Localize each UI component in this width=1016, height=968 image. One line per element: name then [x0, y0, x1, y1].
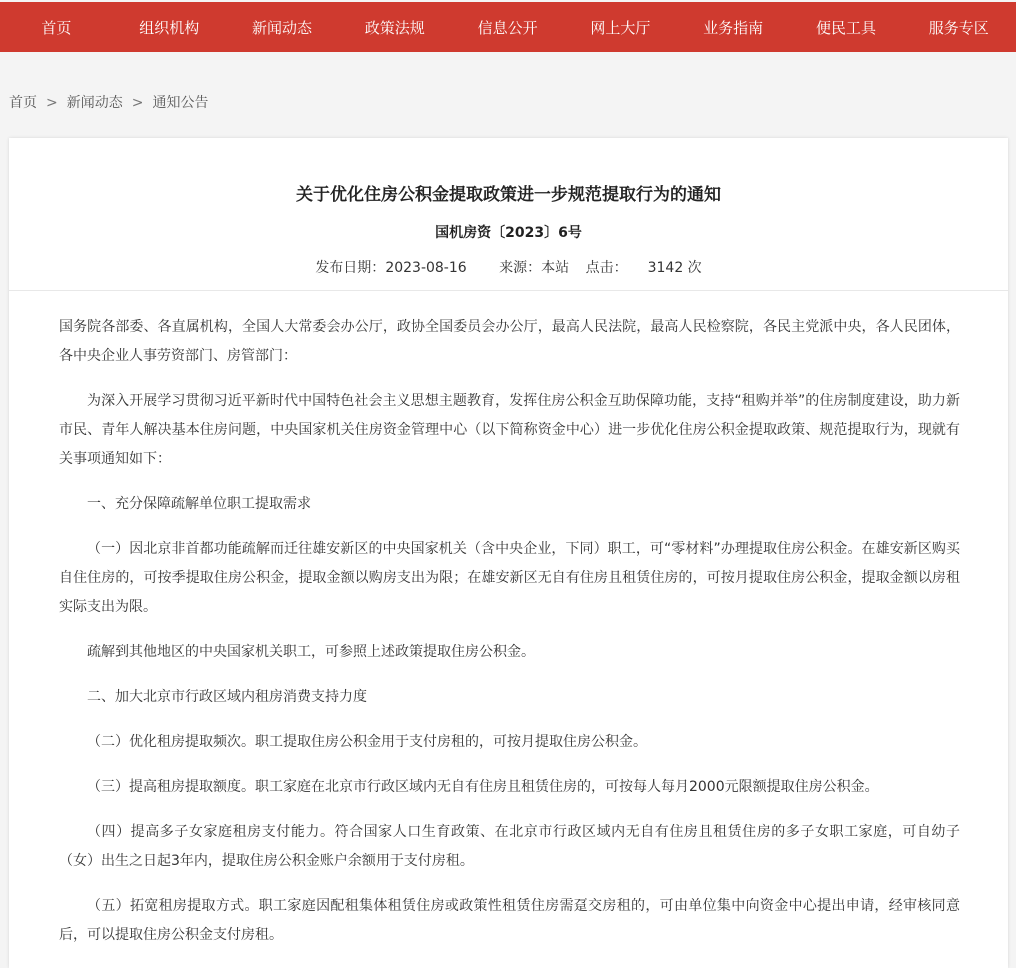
- breadcrumb-home[interactable]: 首页: [9, 95, 37, 111]
- salutation: 国务院各部委、各直属机构，全国人大常委会办公厅，政协全国委员会办公厅，最高人民法院，最高人民检察院，各民主党派中央，各人民团体，各中央企业人事劳资部门、房管部门：: [59, 319, 960, 364]
- article-meta: [9, 257, 1008, 277]
- nav-policies[interactable]: 政策法规: [364, 18, 425, 37]
- divider: [9, 290, 1008, 291]
- nav-tools[interactable]: 便民工具: [815, 18, 876, 37]
- paragraph: （五）拓宽租房提取方式。职工家庭因配租集体租赁住房或政策性租赁住房需趸交房租的，可由单位集中向资金中心提出申请，经审核同意后，可以提取住房公积金支付房租。: [59, 898, 960, 943]
- nav-info-disclosure[interactable]: 信息公开: [477, 18, 538, 37]
- article-title: 关于优化住房公积金提取政策进一步规范提取行为的通知: [296, 185, 721, 205]
- breadcrumb-notices[interactable]: 通知公告: [152, 95, 209, 111]
- section-heading: 一、充分保障疏解单位职工提取需求: [87, 496, 311, 512]
- date-label: 发布日期：: [315, 260, 386, 276]
- nav-home[interactable]: 首页: [41, 18, 72, 37]
- paragraph: （一）因北京非首都功能疏解而迁往雄安新区的中央国家机关（含中央企业，下同）职工，可“零材料”办理提取住房公积金。在雄安新区购买自住住房的，可按季提取住房公积金，提取金额以购房支出为限；在雄安新区无自有住房且租赁住房的，可按月提取住房公积金，提取金额以房租实际支出为限。: [59, 541, 960, 615]
- nav-news[interactable]: 新闻动态: [251, 18, 312, 37]
- breadcrumb-news[interactable]: 新闻动态: [66, 95, 123, 111]
- paragraph: （三）提高租房提取额度。职工家庭在北京市行政区域内无自有住房且租赁住房的，可按每人每月2000元限额提取住房公积金。: [87, 779, 879, 795]
- source-label: 来源：: [499, 260, 542, 276]
- nav-service-guide[interactable]: 业务指南: [703, 18, 764, 37]
- breadcrumb: [9, 92, 208, 112]
- nav-online-hall[interactable]: 网上大厅: [590, 18, 651, 37]
- nav-organization[interactable]: 组织机构: [139, 18, 200, 37]
- view-count: 3142 次: [647, 260, 702, 276]
- breadcrumb-separator: >: [46, 95, 58, 111]
- article-body: [59, 313, 960, 966]
- paragraph: （四）提高多子女家庭租房支付能力。符合国家人口生育政策、在北京市行政区域内无自有住房且租赁住房的多子女职工家庭，可自幼子（女）出生之日起3年内，提取住房公积金账户余额用于支付房租。: [59, 824, 960, 869]
- breadcrumb-separator: >: [131, 95, 144, 111]
- paragraph: 疏解到其他地区的中央国家机关职工，可参照上述政策提取住房公积金。: [87, 644, 535, 660]
- article-card: [9, 138, 1008, 968]
- section-heading: 二、加大北京市行政区域内租房消费支持力度: [87, 689, 367, 705]
- paragraph: （二）优化租房提取频次。职工提取住房公积金用于支付房租的，可按月提取住房公积金。: [87, 734, 647, 750]
- nav-service-zone[interactable]: 服务专区: [928, 18, 989, 37]
- paragraph: 为深入开展学习贯彻习近平新时代中国特色社会主义思想主题教育，发挥住房公积金互助保障功能，支持“租购并举”的住房制度建设，助力新市民、青年人解决基本住房问题，中央国家机关住房资金管理中心（以下简称资金中心）进一步优化住房公积金提取政策、规范提取行为，现就有关事项通知如下：: [59, 393, 960, 467]
- publish-date: 2023-08-16: [385, 260, 467, 276]
- document-number: 国机房资〔2023〕6号: [435, 225, 582, 241]
- main-nav: [0, 2, 1016, 52]
- source: 本站: [541, 260, 570, 276]
- views-label: 点击：: [585, 260, 628, 276]
